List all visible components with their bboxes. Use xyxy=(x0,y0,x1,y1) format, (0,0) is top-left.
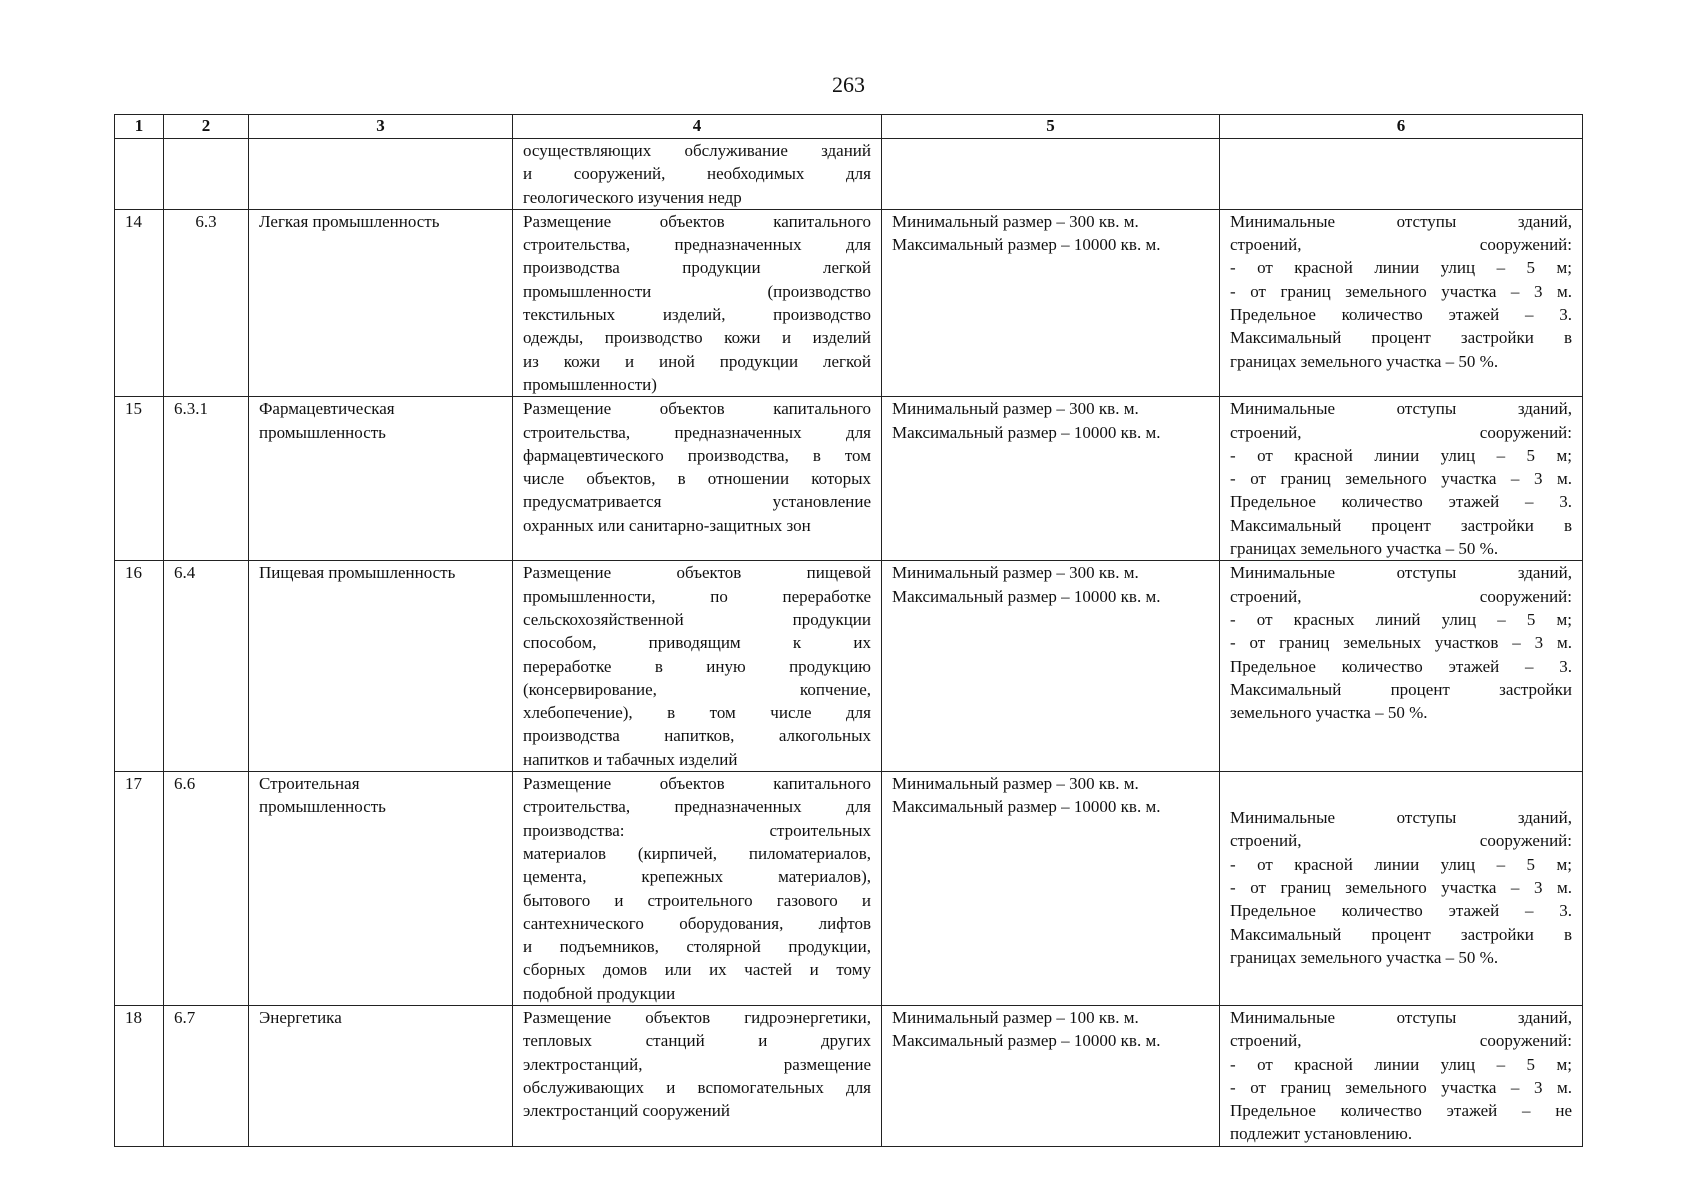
construction-params-line: Предельное количество этажей – 3. xyxy=(1230,305,1572,325)
plot-size-cell xyxy=(882,139,1220,210)
description-line: производства: строительных xyxy=(523,820,871,840)
construction-params-line: Предельное количество этажей – 3. xyxy=(1230,656,1572,676)
use-code: 6.7 xyxy=(174,1007,196,1027)
plot-size-line: Максимальный размер – 10000 кв. м. xyxy=(892,1031,1161,1051)
construction-params-cell xyxy=(1220,139,1583,210)
use-description-cell xyxy=(513,209,882,396)
use-description-cell xyxy=(513,561,882,772)
construction-params-line: Максимальный процент застройки в xyxy=(1230,515,1572,535)
use-name-cell xyxy=(249,139,513,210)
header-cell: 2 xyxy=(164,115,249,139)
description-line: сельскохозяйственной продукции xyxy=(523,609,871,629)
description-line: сантехнического оборудования, лифтов xyxy=(523,913,871,933)
description-line: предусматривается установление xyxy=(523,492,871,512)
use-name-line: промышленность xyxy=(259,797,386,817)
construction-params-line: - от красной линии улиц – 5 м; xyxy=(1230,1054,1572,1074)
description-line: переработке в иную продукцию xyxy=(523,656,871,676)
description-line: производства напитков, алкогольных xyxy=(523,726,871,746)
use-code-cell xyxy=(164,1005,249,1146)
use-name-cell xyxy=(249,209,513,396)
use-code: 6.6 xyxy=(174,774,196,794)
description-line: Размещение объектов капитального xyxy=(523,211,871,231)
use-name-cell xyxy=(249,561,513,772)
header-cell: 5 xyxy=(882,115,1220,139)
description-line: строительства, предназначенных для xyxy=(523,235,871,255)
plot-size-cell xyxy=(882,397,1220,561)
description-line: и подъемников, столярной продукции, xyxy=(523,937,871,957)
construction-params-line: границах земельного участка – 50 %. xyxy=(1230,351,1499,371)
construction-params-cell xyxy=(1220,772,1583,1006)
header-cell: 3 xyxy=(249,115,513,139)
construction-params-cell xyxy=(1220,1005,1583,1146)
plot-size-line: Минимальный размер – 300 кв. м. xyxy=(892,563,1139,583)
table-row xyxy=(115,772,1583,1006)
construction-params-line: Минимальные отступы зданий, xyxy=(1230,399,1572,419)
construction-params-line: - от красной линии улиц – 5 м; xyxy=(1230,445,1572,465)
use-code-cell xyxy=(164,139,249,210)
construction-params-line: Предельное количество этажей – 3. xyxy=(1230,492,1572,512)
construction-params-line: границах земельного участка – 50 %. xyxy=(1230,539,1499,559)
row-number: 14 xyxy=(125,211,142,231)
description-line: материалов (кирпичей, пиломатериалов, xyxy=(523,843,871,863)
construction-params-line: границах земельного участка – 50 %. xyxy=(1230,947,1499,967)
row-number: 15 xyxy=(125,399,142,419)
construction-params-line: - от границ земельного участка – 3 м. xyxy=(1230,1077,1572,1097)
description-line: промышленности (производство xyxy=(523,281,871,301)
row-number: 17 xyxy=(125,774,142,794)
table-row xyxy=(115,561,1583,772)
table-row xyxy=(115,209,1583,396)
construction-params-line: Предельное количество этажей – 3. xyxy=(1230,901,1572,921)
plot-size-line: Минимальный размер – 300 кв. м. xyxy=(892,774,1139,794)
construction-params-cell xyxy=(1220,397,1583,561)
description-line: числе объектов, в отношении которых xyxy=(523,469,871,489)
plot-size-line: Максимальный размер – 10000 кв. м. xyxy=(892,586,1161,606)
construction-params-line: - от границ земельных участков – 3 м. xyxy=(1230,633,1572,653)
use-code-cell xyxy=(164,397,249,561)
plot-size-line: Максимальный размер – 10000 кв. м. xyxy=(892,797,1161,817)
construction-params-line: подлежит установлению. xyxy=(1230,1124,1413,1144)
row-number-cell xyxy=(115,1005,164,1146)
description-line: производства продукции легкой xyxy=(523,258,871,278)
table-row xyxy=(115,139,1583,210)
description-line: охранных или санитарно-защитных зон xyxy=(523,515,811,535)
construction-params-line: Минимальные отступы зданий, xyxy=(1230,808,1572,828)
row-number: 18 xyxy=(125,1007,142,1027)
plot-size-cell xyxy=(882,209,1220,396)
plot-size-cell xyxy=(882,1005,1220,1146)
description-line: строительства, предназначенных для xyxy=(523,422,871,442)
use-name-line: Строительная xyxy=(259,774,360,794)
header-cell: 4 xyxy=(513,115,882,139)
description-line: фармацевтического производства, в том xyxy=(523,445,871,465)
construction-params-line: - от границ земельного участка – 3 м. xyxy=(1230,469,1572,489)
header-cell: 1 xyxy=(115,115,164,139)
description-line: электростанций сооружений xyxy=(523,1101,730,1121)
use-name-line: промышленность xyxy=(259,422,386,442)
use-name-cell xyxy=(249,1005,513,1146)
header-row xyxy=(115,115,1583,139)
description-line: напитков и табачных изделий xyxy=(523,749,738,769)
description-line: (консервирование, копчение, xyxy=(523,679,871,699)
description-line: обслуживающих и вспомогательных для xyxy=(523,1077,871,1097)
description-line: промышленности, по переработке xyxy=(523,586,871,606)
construction-params-line: - от красной линии улиц – 5 м; xyxy=(1230,854,1572,874)
description-line: электростанций, размещение xyxy=(523,1054,871,1074)
plot-size-line: Минимальный размер – 100 кв. м. xyxy=(892,1007,1139,1027)
construction-params-line: строений, сооружений: xyxy=(1230,586,1572,606)
construction-params-line: Минимальные отступы зданий, xyxy=(1230,211,1572,231)
construction-params-line: Максимальный процент застройки в xyxy=(1230,924,1572,944)
use-code: 6.3.1 xyxy=(174,399,208,419)
description-line: сборных домов или их частей и тому xyxy=(523,960,871,980)
plot-size-cell xyxy=(882,772,1220,1006)
use-code: 6.4 xyxy=(174,563,196,583)
construction-params-line: строений, сооружений: xyxy=(1230,422,1572,442)
row-number-cell xyxy=(115,397,164,561)
construction-params-line: Минимальные отступы зданий, xyxy=(1230,1007,1572,1027)
use-code: 6.3 xyxy=(195,211,217,231)
construction-params-line: строений, сооружений: xyxy=(1230,831,1572,851)
use-name-cell xyxy=(249,772,513,1006)
use-description-cell xyxy=(513,772,882,1006)
description-line: из кожи и иной продукции легкой xyxy=(523,351,871,371)
use-code-cell xyxy=(164,561,249,772)
description-line: тепловых станций и других xyxy=(523,1031,871,1051)
row-number-cell xyxy=(115,139,164,210)
construction-params-line: - от границ земельного участка – 3 м. xyxy=(1230,281,1572,301)
plot-size-cell xyxy=(882,561,1220,772)
construction-params-line: Максимальный процент застройки xyxy=(1230,679,1572,699)
plot-size-line: Минимальный размер – 300 кв. м. xyxy=(892,399,1139,419)
construction-params-line: - от красной линии улиц – 5 м; xyxy=(1230,258,1572,278)
description-line: цемента, крепежных материалов), xyxy=(523,867,871,887)
description-line: Размещение объектов пищевой xyxy=(523,563,871,583)
plot-size-line: Максимальный размер – 10000 кв. м. xyxy=(892,235,1161,255)
use-name-line: Легкая промышленность xyxy=(259,211,440,231)
row-number-cell xyxy=(115,561,164,772)
construction-params-cell xyxy=(1220,209,1583,396)
description-line: подобной продукции xyxy=(523,983,676,1003)
construction-params-line: Минимальные отступы зданий, xyxy=(1230,563,1572,583)
use-code-cell xyxy=(164,772,249,1006)
plot-size-line: Минимальный размер – 300 кв. м. xyxy=(892,211,1139,231)
row-number-cell xyxy=(115,772,164,1006)
construction-params-cell xyxy=(1220,561,1583,772)
table-row xyxy=(115,397,1583,561)
row-number: 16 xyxy=(125,563,142,583)
description-line: бытового и строительного газового и xyxy=(523,890,871,910)
use-description-cell xyxy=(513,397,882,561)
use-code-cell xyxy=(164,209,249,396)
use-description-cell xyxy=(513,139,882,210)
use-name-line: Пищевая промышленность xyxy=(259,563,456,583)
page-number: 263 xyxy=(832,72,865,97)
description-line: способом, приводящим к их xyxy=(523,633,871,653)
construction-params-line: земельного участка – 50 %. xyxy=(1230,703,1428,723)
construction-params-line: Предельное количество этажей – не xyxy=(1230,1101,1572,1121)
plot-size-line: Максимальный размер – 10000 кв. м. xyxy=(892,422,1161,442)
description-line: хлебопечение), в том числе для xyxy=(523,703,871,723)
construction-params-line: строений, сооружений: xyxy=(1230,1031,1572,1051)
description-line: геологического изучения недр xyxy=(523,187,742,207)
description-line: текстильных изделий, производство xyxy=(523,305,871,325)
construction-params-line: - от границ земельного участка – 3 м. xyxy=(1230,877,1572,897)
zoning-regulations-table xyxy=(114,114,1583,1147)
construction-params-line: - от красных линий улиц – 5 м; xyxy=(1230,609,1572,629)
description-line: и сооружений, необходимых для xyxy=(523,164,871,184)
description-line: Размещение объектов капитального xyxy=(523,774,871,794)
description-line: строительства, предназначенных для xyxy=(523,797,871,817)
description-line: промышленности) xyxy=(523,374,657,394)
use-name-line: Фармацевтическая xyxy=(259,399,395,419)
construction-params-line: Максимальный процент застройки в xyxy=(1230,328,1572,348)
use-name-line: Энергетика xyxy=(259,1007,342,1027)
use-name-cell xyxy=(249,397,513,561)
description-line: Размещение объектов гидроэнергетики, xyxy=(523,1007,871,1027)
table-row xyxy=(115,1005,1583,1146)
header-cell: 6 xyxy=(1220,115,1583,139)
description-line: осуществляющих обслуживание зданий xyxy=(523,141,871,160)
description-line: Размещение объектов капитального xyxy=(523,399,871,419)
use-description-cell xyxy=(513,1005,882,1146)
construction-params-line: строений, сооружений: xyxy=(1230,235,1572,255)
row-number-cell xyxy=(115,209,164,396)
description-line: одежды, производство кожи и изделий xyxy=(523,328,871,348)
